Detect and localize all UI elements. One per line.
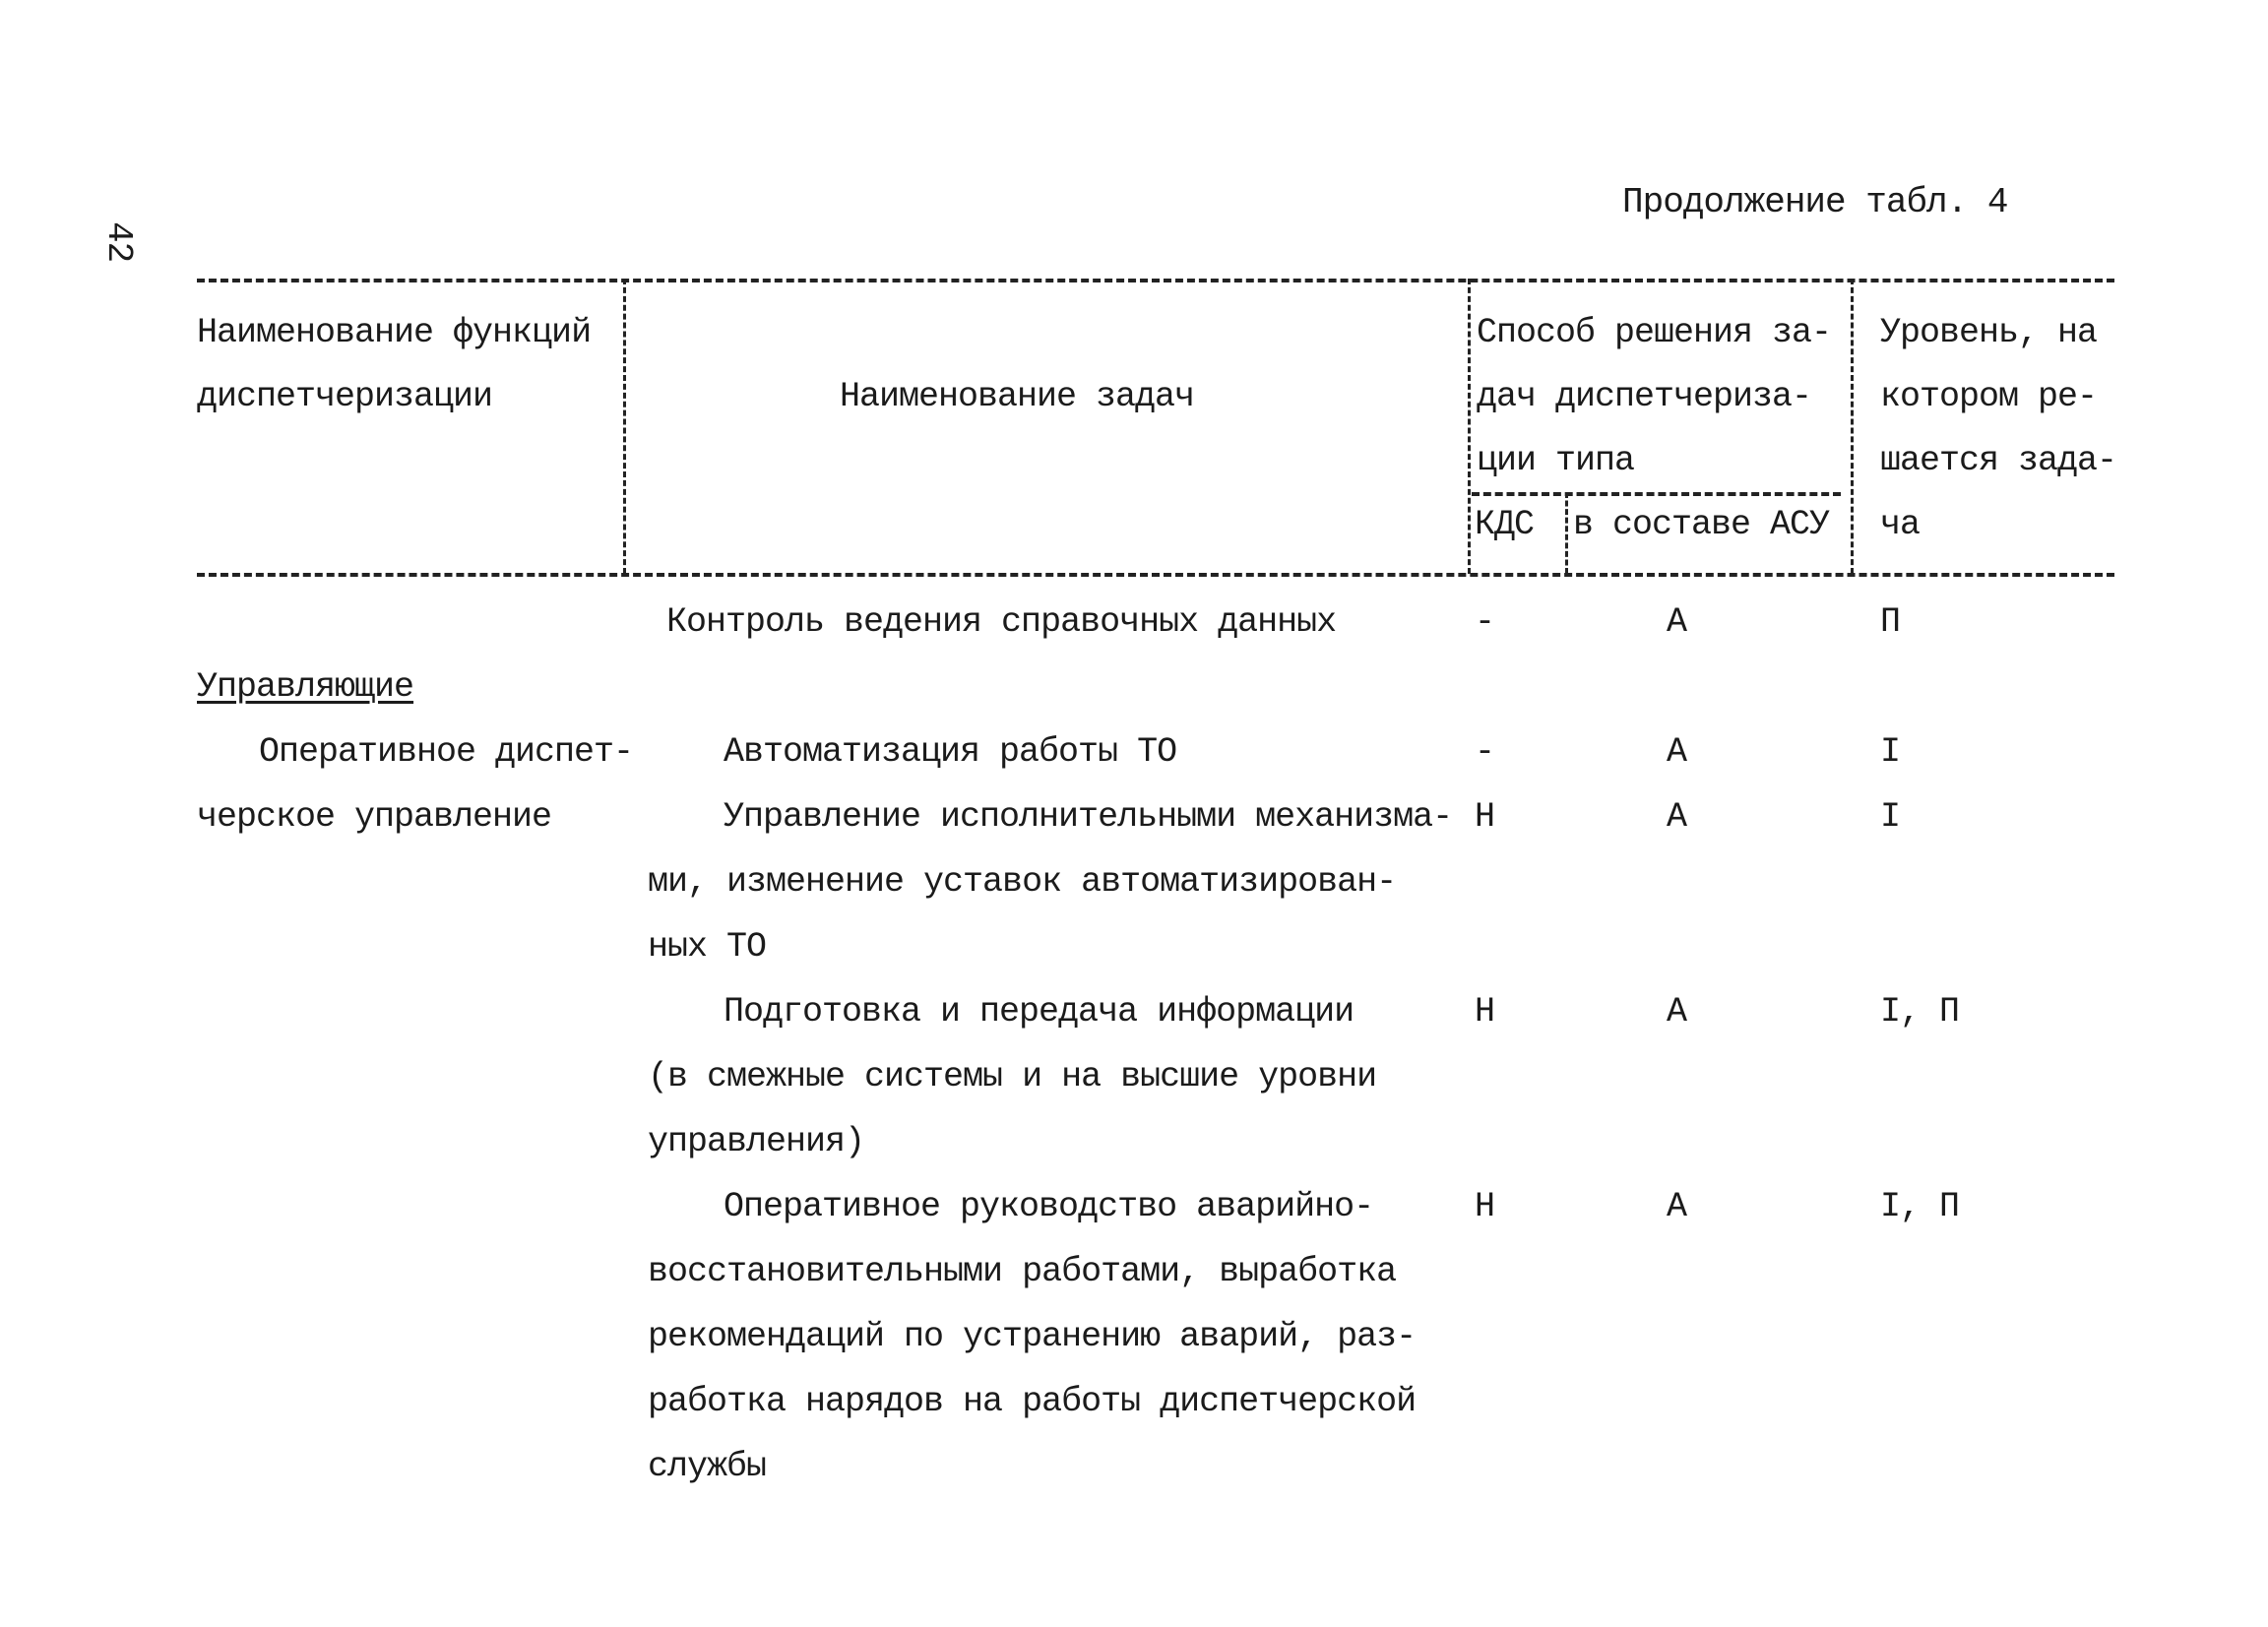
row1-level: П	[1880, 602, 1901, 642]
function-line1: Оперативное диспет-	[259, 732, 634, 772]
row2-kds: -	[1475, 732, 1495, 772]
header-col1-line1: Наименование функций	[197, 313, 592, 352]
row5-level: I, П	[1880, 1187, 1960, 1226]
row4-kds: Н	[1475, 992, 1495, 1032]
row5-task-line5: службы	[648, 1447, 767, 1486]
column-divider-3	[1851, 279, 1854, 574]
row4-task-line2: (в смежные системы и на высшие уровни	[648, 1057, 1377, 1096]
header-col3-line3: ции типа	[1477, 441, 1635, 480]
header-col3-line2: дач диспетчериза-	[1477, 377, 1812, 416]
row5-task-line4: работка нарядов на работы диспетчерской	[648, 1382, 1417, 1421]
row5-kds: Н	[1475, 1187, 1495, 1226]
table-top-rule	[197, 279, 2114, 282]
row5-task-line1: Оперативное руководство аварийно-	[724, 1187, 1374, 1226]
row2-asu: А	[1667, 732, 1687, 772]
header-col4-line4: ча	[1880, 505, 1921, 544]
header-col4-line2: котором ре-	[1880, 377, 2098, 416]
row1-asu: А	[1667, 602, 1687, 642]
row4-asu: А	[1667, 992, 1687, 1032]
row4-level: I, П	[1880, 992, 1960, 1032]
header-col4-line1: Уровень, на	[1880, 313, 2098, 352]
row4-task-line3: управления)	[648, 1122, 865, 1161]
header-bottom-rule	[197, 573, 2114, 577]
row3-kds: Н	[1475, 797, 1495, 837]
row2-task: Автоматизация работы ТО	[724, 732, 1177, 772]
row3-task-line1: Управление исполнительными механизма-	[724, 797, 1453, 837]
header-col1-line2: диспетчеризации	[197, 377, 493, 416]
subheader-rule	[1472, 492, 1841, 496]
row5-asu: А	[1667, 1187, 1687, 1226]
header-col2: Наименование задач	[840, 377, 1195, 416]
table-caption: Продолжение табл. 4	[1622, 182, 2008, 222]
row3-asu: А	[1667, 797, 1687, 837]
row1-task: Контроль ведения справочных данных	[666, 602, 1337, 642]
row3-task-line2: ми, изменение уставок автоматизирован-	[648, 862, 1397, 902]
page-number: 42	[98, 221, 139, 263]
row3-level: I	[1880, 797, 1901, 837]
function-line2: черское управление	[197, 797, 552, 837]
row5-task-line3: рекомендаций по устранению аварий, раз-	[648, 1317, 1417, 1356]
header-col4-line3: шается зада-	[1880, 441, 2117, 480]
row2-level: I	[1880, 732, 1901, 772]
column-divider-2	[1468, 279, 1471, 574]
row3-task-line3: ных ТО	[648, 927, 767, 967]
header-col3-line1: Способ решения за-	[1477, 313, 1832, 352]
column-divider-sub	[1565, 492, 1568, 574]
row5-task-line2: восстановительными работами, выработка	[648, 1252, 1397, 1291]
header-col3b: в составе АСУ	[1573, 505, 1830, 544]
header-col3a: КДС	[1475, 505, 1535, 544]
column-divider-1	[623, 279, 626, 574]
row1-kds: -	[1475, 602, 1495, 642]
section-heading: Управляющие	[197, 667, 414, 707]
row4-task-line1: Подготовка и передача информации	[724, 992, 1354, 1032]
